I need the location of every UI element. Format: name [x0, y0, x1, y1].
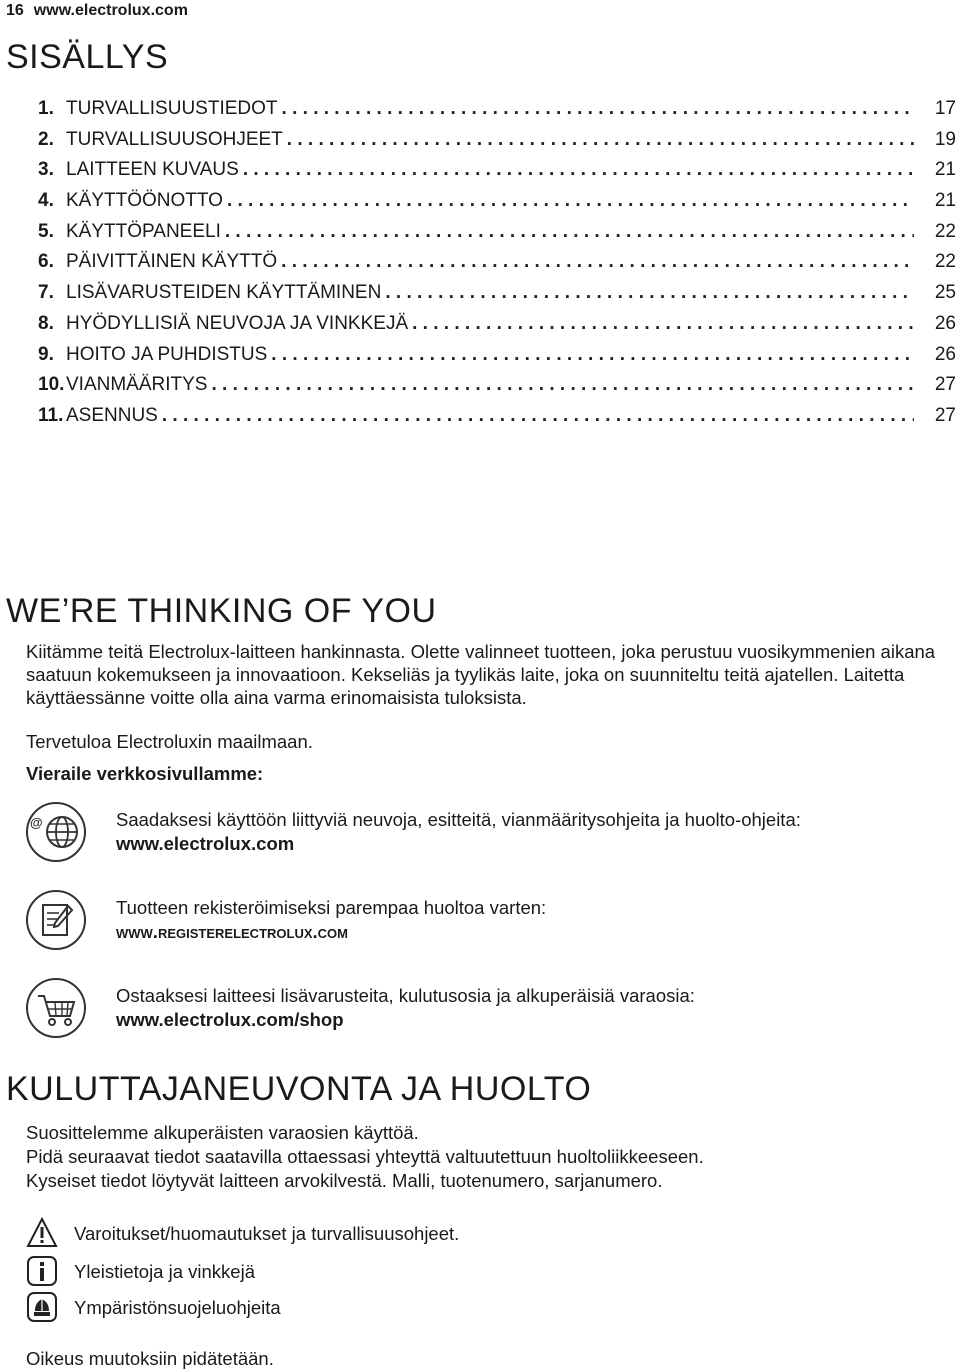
toc-heading: SISÄLLYS	[6, 38, 169, 76]
toc-leader-dots	[412, 313, 914, 335]
toc-item-title: PÄIVITTÄINEN KÄYTTÖ	[66, 251, 278, 273]
service-line-3: Kyseiset tiedot löytyvät laitteen arvokilvestä. Malli, tuotenumero, sarjanumero.	[26, 1170, 663, 1191]
toc-item-title: KÄYTTÖPANEELI	[66, 220, 221, 242]
toc-leader-dots	[271, 344, 914, 366]
service-line-1: Suosittelemme alkuperäisten varaosien käyttöä.	[26, 1122, 419, 1143]
toc-item-page: 26	[934, 312, 956, 334]
footer-note: Oikeus muutoksiin pidätetään.	[26, 1348, 274, 1369]
toc-item-number: 9.	[38, 343, 54, 365]
intro-paragraph: Kiitämme teitä Electrolux-laitteen hankinnasta. Olette valinneet tuotteen, joka perustuu vuosikymmenien aikana saatuun kokemukseen ja innovaatioon. Kekseliäs ja tyylikäs laite, joka on suunniteltu teitä ajatellen. Laitetta käyttäessänne voitte olla aina varma erinomaisista tuloksista.	[26, 641, 936, 708]
toc-item-page: 26	[934, 343, 956, 365]
toc-leader-dots	[225, 221, 914, 243]
toc-leader-dots	[243, 159, 914, 181]
toc-item[interactable]	[38, 374, 956, 405]
toc-item[interactable]	[38, 282, 956, 313]
toc-item-title: KÄYTTÖÖNOTTO	[66, 190, 223, 212]
warning-icon	[26, 1217, 58, 1249]
toc-item-page: 27	[934, 374, 956, 396]
svg-text:@: @	[30, 815, 43, 830]
toc-item[interactable]	[38, 159, 956, 190]
toc-item-number: 10.	[38, 374, 65, 396]
info-icon	[26, 1255, 58, 1287]
toc-item-number: 5.	[38, 220, 54, 242]
toc-item[interactable]	[38, 221, 956, 252]
toc-leader-dots	[282, 98, 914, 120]
page-number: 16	[6, 2, 24, 19]
toc-item-number: 4.	[38, 190, 54, 212]
toc-item[interactable]	[38, 313, 956, 344]
toc-item-title: LISÄVARUSTEIDEN KÄYTTÄMINEN	[66, 282, 382, 304]
toc-item[interactable]	[38, 190, 956, 221]
toc-item-page: 27	[934, 404, 956, 426]
legend-warning	[26, 1217, 926, 1251]
toc-leader-dots	[385, 282, 914, 304]
register-url-link[interactable]: www.registerelectrolux.com	[116, 921, 348, 942]
link-description: Tuotteen rekisteröimiseksi parempaa huoltoa varten:	[116, 897, 547, 918]
toc-leader-dots	[162, 405, 914, 427]
toc-item-number: 7.	[38, 282, 54, 304]
service-line-2: Pidä seuraavat tiedot saatavilla ottaessasi yhteyttä valtuutettuun huoltoliikkeeseen.	[26, 1146, 704, 1167]
thinking-heading: WE’RE THINKING OF YOU	[6, 592, 437, 630]
toc-item-title: ASENNUS	[66, 404, 158, 426]
link-description: Saadaksesi käyttöön liittyviä neuvoja, esitteitä, vianmääritysohjeita ja huolto-ohjeita:	[116, 809, 801, 830]
shopping-cart-icon	[24, 976, 88, 1040]
legend-text: Varoitukset/huomautukset ja turvallisuusohjeet.	[74, 1223, 460, 1244]
link-item-shop	[24, 976, 944, 1046]
page-header	[6, 0, 188, 22]
globe-at-icon	[24, 800, 88, 864]
toc-item[interactable]	[38, 129, 956, 160]
toc-item-page: 19	[934, 128, 956, 150]
toc-item-title: TURVALLISUUSTIEDOT	[66, 98, 278, 119]
toc-item-title: HYÖDYLLISIÄ NEUVOJA JA VINKKEJÄ	[66, 312, 409, 334]
welcome-text: Tervetuloa Electroluxin maailmaan.	[26, 731, 313, 752]
toc-item-number: 1.	[38, 98, 54, 119]
header-site-url[interactable]: www.electrolux.com	[33, 2, 188, 19]
support-url-link[interactable]: www.electrolux.com	[116, 833, 295, 854]
legend-text: Yleistietoja ja vinkkejä	[74, 1261, 255, 1282]
toc-item-title: VIANMÄÄRITYS	[66, 374, 208, 396]
toc-leader-dots	[287, 129, 914, 151]
link-description: Ostaaksesi laitteesi lisävarusteita, kulutusosia ja alkuperäisiä varaosia:	[116, 985, 695, 1006]
toc-item[interactable]	[38, 405, 956, 436]
toc-item-page: 22	[934, 220, 956, 242]
toc-leader-dots	[227, 190, 914, 212]
toc-item-page: 21	[934, 159, 956, 181]
toc-item-title: TURVALLISUUSOHJEET	[66, 128, 283, 150]
toc-item-number: 3.	[38, 159, 54, 181]
toc-item[interactable]	[38, 98, 956, 129]
shop-url-link[interactable]: www.electrolux.com/shop	[116, 1009, 344, 1030]
toc-item-number: 2.	[38, 128, 54, 150]
service-heading: KULUTTAJANEUVONTA JA HUOLTO	[6, 1070, 592, 1108]
toc-item[interactable]	[38, 251, 956, 282]
toc-item-page: 17	[934, 98, 956, 119]
toc-item-title: HOITO JA PUHDISTUS	[66, 343, 268, 365]
table-of-contents	[38, 98, 956, 436]
toc-leader-dots	[281, 251, 914, 273]
toc-item-page: 21	[934, 190, 956, 212]
environment-icon	[26, 1291, 58, 1323]
link-item-register	[24, 888, 944, 958]
toc-item-number: 11.	[38, 404, 64, 426]
link-item-support	[24, 800, 944, 870]
toc-leader-dots	[211, 374, 914, 396]
toc-item-page: 25	[934, 282, 956, 304]
legend-info	[26, 1255, 926, 1289]
visit-website-label: Vieraile verkkosivullamme:	[26, 763, 264, 784]
toc-item-number: 6.	[38, 251, 54, 273]
legend-text: Ympäristönsuojeluohjeita	[74, 1297, 281, 1318]
register-pen-icon	[24, 888, 88, 952]
toc-item-number: 8.	[38, 312, 54, 334]
toc-item[interactable]	[38, 344, 956, 375]
toc-item-title: LAITTEEN KUVAUS	[66, 159, 239, 181]
toc-item-page: 22	[934, 251, 956, 273]
legend-environment	[26, 1291, 926, 1325]
